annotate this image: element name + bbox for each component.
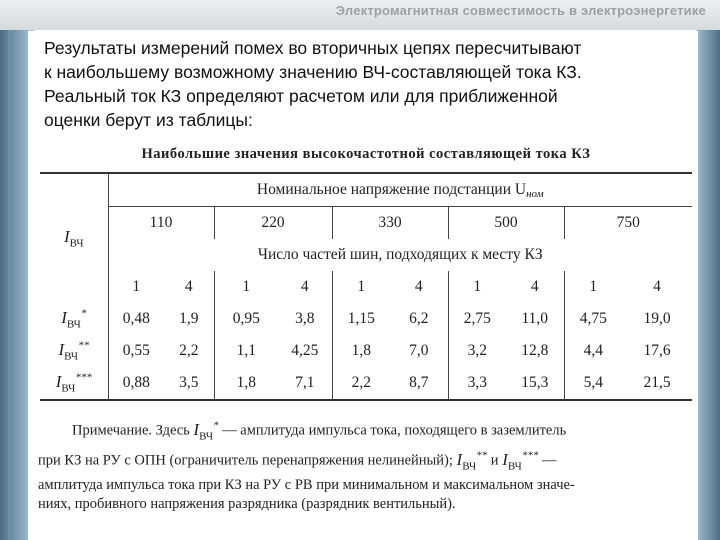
bus-count-cell: 4 <box>390 271 448 303</box>
value-cell: 0,55 <box>122 342 150 359</box>
value-cell: 2,75 <box>463 310 491 327</box>
value-cell: 1,1 <box>236 342 256 359</box>
value-cell: 17,6 <box>643 342 671 359</box>
right-decorative-band <box>698 30 720 540</box>
left-band-strip <box>8 30 10 540</box>
value-cell: 2,2 <box>332 367 390 400</box>
value-cell: 19,0 <box>643 310 671 327</box>
value-cell: 2,2 <box>164 335 214 367</box>
voltage-row <box>40 207 692 240</box>
value-cell: 1,9 <box>164 303 214 335</box>
table-note <box>38 416 694 514</box>
bus-count-cell: 1 <box>242 278 251 295</box>
row-header-symbol: $I_{ВЧ}$ <box>63 227 84 250</box>
note-line: амплитуда импульса тока при КЗ на РУ с РВ при минимальном и максимальном значе- <box>38 477 575 494</box>
value-cell: 11,0 <box>506 303 564 335</box>
table-row <box>40 367 692 400</box>
intro-line: оценки берут из таблицы: <box>44 110 253 130</box>
value-cell: 1,8 <box>214 367 278 400</box>
value-cell: 3,5 <box>164 367 214 400</box>
voltage-cell: 500 <box>448 207 564 240</box>
bus-count-cell: 1 <box>132 278 141 295</box>
slide-header <box>0 0 720 31</box>
value-cell: 3,2 <box>467 342 487 359</box>
table-row <box>40 335 692 367</box>
left-decorative-band <box>0 30 28 540</box>
value-cell: 4,4 <box>583 342 603 359</box>
voltage-cell: 220 <box>214 207 332 240</box>
table-row <box>40 303 692 335</box>
intro-line: к наибольшему возможному значению ВЧ-составляющей тока КЗ. <box>44 62 582 82</box>
intro-line: Результаты измерений помех во вторичных цепях пересчитывают <box>44 38 582 58</box>
value-cell: 7,0 <box>390 335 448 367</box>
sub-header: Число частей шин, подходящих к месту КЗ <box>257 246 543 263</box>
value-cell: 3,3 <box>448 367 506 400</box>
voltage-cell: 750 <box>616 214 640 231</box>
bus-count-cell: 1 <box>357 278 366 295</box>
bus-count-row <box>40 271 692 303</box>
value-cell: 15,3 <box>506 367 564 400</box>
value-cell: 5,4 <box>564 367 622 400</box>
note-line: ниях, пробивного напряжения разрядника (разрядник вентильный). <box>38 496 456 513</box>
intro-line: Реальный ток КЗ определяют расчетом или для приближенной <box>44 86 558 106</box>
value-cell: 12,8 <box>506 335 564 367</box>
note-line: при КЗ на РУ с ОПН (ограничитель перенапряжения нелинейный); $I_{ВЧ}^{**}$ и $I_{ВЧ}^{***}$ — <box>38 449 557 473</box>
value-cell: 0,88 <box>108 367 164 400</box>
value-cell: 8,7 <box>390 367 448 400</box>
hf-current-table <box>40 172 692 401</box>
value-cell: 6,2 <box>390 303 448 335</box>
value-cell: 0,95 <box>232 310 260 327</box>
scanned-table-figure <box>38 138 694 538</box>
row-header-cell <box>40 173 108 303</box>
bus-count-cell: 4 <box>506 271 564 303</box>
value-cell: 1,8 <box>351 342 371 359</box>
bus-count-cell: 4 <box>278 271 332 303</box>
row-symbol: $I_{ВЧ}^{**}$ <box>40 335 108 367</box>
value-cell: 3,8 <box>278 303 332 335</box>
group-header: Номинальное напряжение подстанции Uном <box>108 173 692 207</box>
value-cell: 7,1 <box>278 367 332 400</box>
note-line: Примечание. Здесь $I_{ВЧ}^*$ — амплитуда импульса тока, походящего в заземлитель <box>72 419 567 443</box>
value-cell: 4,25 <box>278 335 332 367</box>
value-cell: 0,48 <box>122 310 150 327</box>
value-cell: 21,5 <box>622 367 692 400</box>
table-caption: Наибольшие значения высокочастотной составляющей тока КЗ <box>141 146 591 162</box>
voltage-cell: 110 <box>108 207 214 240</box>
value-cell: 4,75 <box>579 310 607 327</box>
bus-count-cell: 4 <box>653 278 661 295</box>
bus-count-cell: 4 <box>164 271 214 303</box>
bus-count-cell: 1 <box>589 278 598 295</box>
course-title: Электромагнитная совместимость в электроэнергетике <box>335 3 706 18</box>
intro-text <box>44 36 684 132</box>
row-symbol: $I_{ВЧ}^*$ <box>40 303 108 335</box>
value-cell: 1,15 <box>347 310 375 327</box>
voltage-cell: 330 <box>332 207 448 240</box>
bus-count-cell: 1 <box>473 278 482 295</box>
row-symbol: $I_{ВЧ}^{***}$ <box>40 367 108 400</box>
